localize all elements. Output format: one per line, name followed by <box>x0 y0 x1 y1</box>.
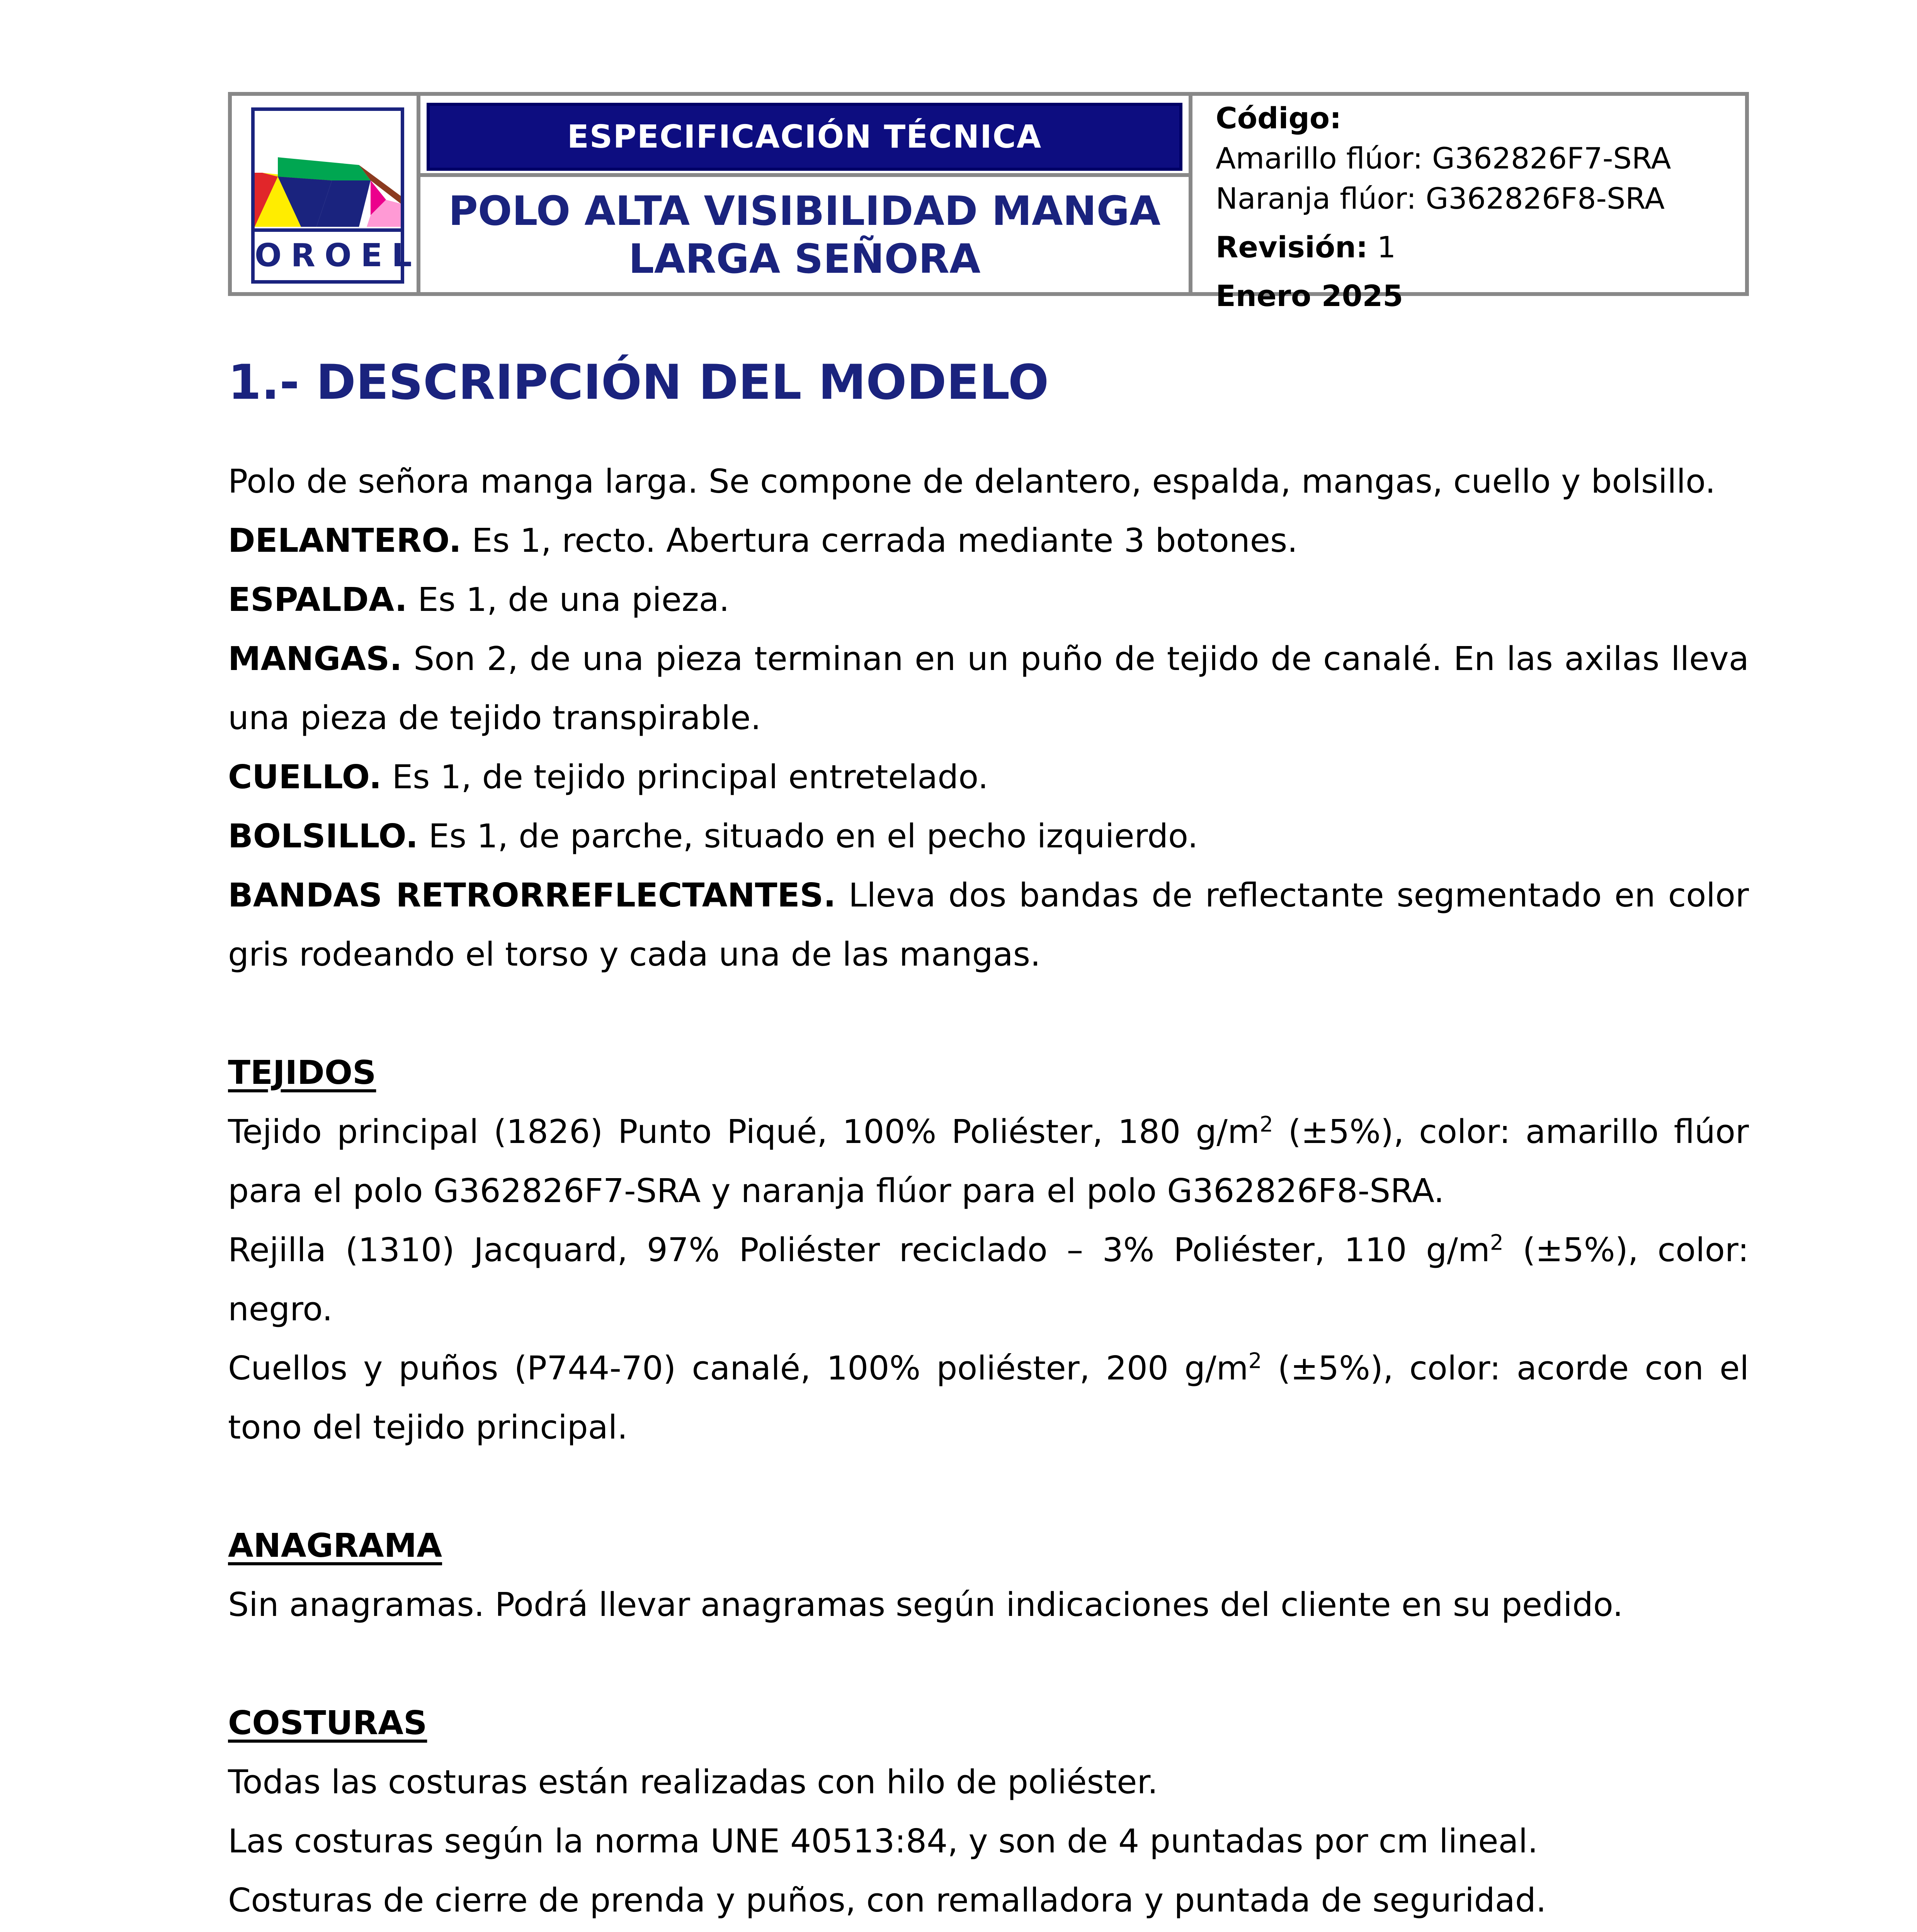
title-line-1: POLO ALTA VISIBILIDAD MANGA <box>448 187 1161 235</box>
logo-mark-icon <box>255 111 401 227</box>
tejido-principal: Tejido principal (1826) Punto Piqué, 100% Poliéster, 180 $g/m^2$ (±5%), color: amarillo flúor para el polo G362826F7-SRA y naranja flúor para el polo G362826F8-SRA. <box>228 1112 1749 1210</box>
logo-cell <box>232 96 420 292</box>
document-body <box>228 355 1749 1932</box>
revision-label: Revisión: <box>1216 230 1368 264</box>
code-label: Código: <box>1216 101 1342 135</box>
title-cell <box>420 96 1192 292</box>
item-bolsillo: BOLSILLO. Es 1, de parche, situado en el pecho izquierdo. <box>228 817 1198 855</box>
divider <box>420 173 1189 177</box>
logo-text: OROEL <box>255 228 401 282</box>
costura-line: Todas las costuras están realizadas con hilo de poliéster. <box>228 1763 1158 1801</box>
code-orange: Naranja flúor: G362826F8-SRA <box>1216 181 1665 216</box>
item-delantero: DELANTERO. Es 1, recto. Abertura cerrada mediante 3 botones. <box>228 522 1298 560</box>
header-table <box>228 92 1749 313</box>
revision-date: Enero 2025 <box>1216 279 1403 313</box>
item-espalda: ESPALDA. Es 1, de una pieza. <box>228 581 730 619</box>
section-heading: 1.- DESCRIPCIÓN DEL MODELO <box>228 355 1049 410</box>
anagrama-text: Sin anagramas. Podrá llevar anagramas según indicaciones del cliente en su pedido. <box>228 1586 1623 1624</box>
code-cell <box>1192 96 1745 313</box>
heading-anagrama: ANAGRAMA <box>228 1527 442 1565</box>
costura-line: Costuras de cierre de prenda y puños, con remalladora y puntada de seguridad. <box>228 1881 1546 1920</box>
item-mangas: MANGAS. Son 2, de una pieza terminan en un puño de tejido de canalé. En las axilas lleva una pieza de tejido transpirable. <box>228 640 1749 737</box>
code-yellow: Amarillo flúor: G362826F7-SRA <box>1216 141 1671 175</box>
document-title <box>428 187 1181 283</box>
costura-line <box>228 1930 1749 1932</box>
revision <box>1216 227 1671 267</box>
heading-costuras: COSTURAS <box>228 1704 427 1742</box>
tejido-rejilla: Rejilla (1310) Jacquard, 97% Poliéster reciclado – 3% Poliéster, 110 $g/m^2$ (±5%), color: negro. <box>228 1230 1749 1328</box>
model-intro: Polo de señora manga larga. Se compone de delantero, espalda, mangas, cuello y bolsillo. <box>228 463 1716 501</box>
heading-tejidos: TEJIDOS <box>228 1054 376 1092</box>
spec-label: ESPECIFICACIÓN TÉCNICA <box>427 103 1182 171</box>
oroel-logo <box>251 107 421 284</box>
title-line-2: LARGA SEÑORA <box>628 235 981 282</box>
item-bandas: BANDAS RETRORREFLECTANTES. Lleva dos bandas de reflectante segmentado en color gris rodeando el torso y cada una de las mangas. <box>228 876 1749 974</box>
tejido-cuellos: Cuellos y puños (P744-70) canalé, 100% poliéster, 200 $g/m^2$ (±5%), color: acorde con el tono del tejido principal. <box>228 1348 1749 1447</box>
item-cuello: CUELLO. Es 1, de tejido principal entretelado. <box>228 758 988 796</box>
revision-value: 1 <box>1377 230 1396 264</box>
costura-line: Las costuras según la norma UNE 40513:84, y son de 4 puntadas por cm lineal. <box>228 1822 1538 1861</box>
